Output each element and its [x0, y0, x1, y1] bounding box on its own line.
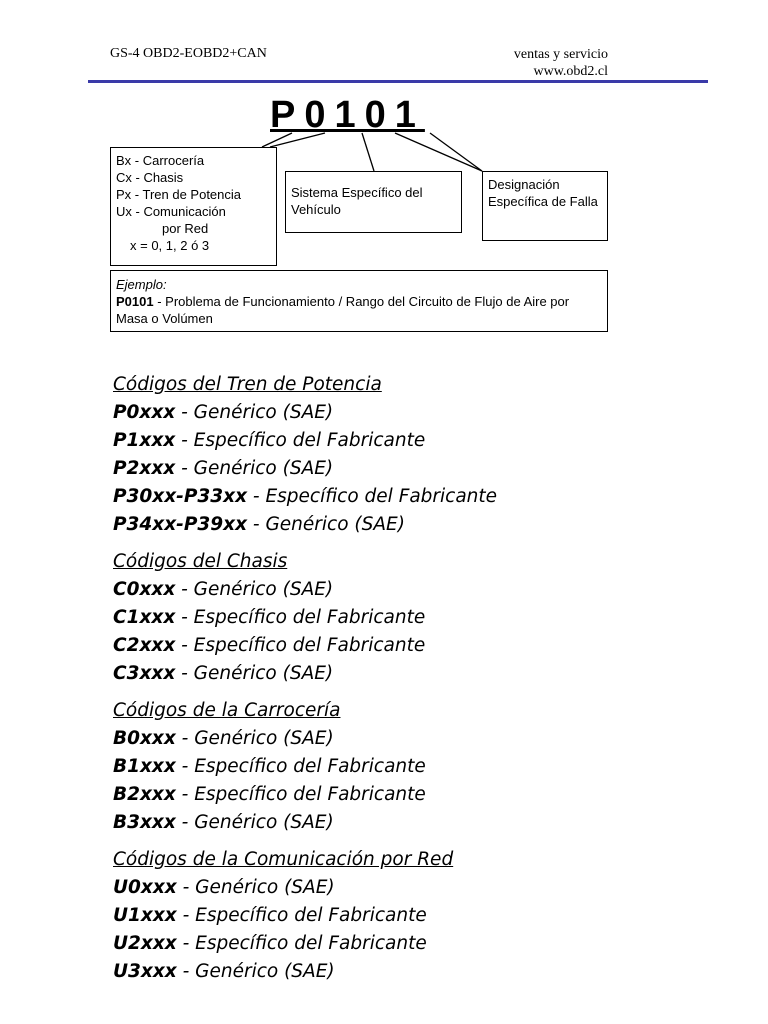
list-item [113, 576, 713, 604]
list-item [113, 958, 713, 986]
item-desc: - Genérico (SAE) [175, 402, 334, 423]
system-box: Sistema Específico del Vehículo [285, 171, 462, 233]
example-code: P0101 [116, 294, 154, 309]
item-desc: - Genérico (SAE) [175, 728, 334, 749]
connector-system [362, 133, 374, 171]
list-item [113, 930, 713, 958]
item-code: C1xxx [113, 607, 176, 628]
item-code: C0xxx [113, 579, 176, 600]
item-desc: - Genérico (SAE) [175, 458, 334, 479]
item-desc: - Específico del Fabricante [175, 635, 426, 656]
list-item [113, 725, 713, 753]
category-line: por Red [162, 221, 209, 236]
item-desc: - Genérico (SAE) [176, 877, 335, 898]
item-code: B0xxx [113, 728, 176, 749]
section-title: Códigos de la Comunicación por Red [113, 849, 454, 870]
list-item [113, 809, 713, 837]
item-desc: - Específico del Fabricante [176, 933, 427, 954]
item-code: P1xxx [113, 430, 176, 451]
example-box [110, 270, 608, 332]
item-desc: - Específico del Fabricante [176, 905, 427, 926]
item-desc: - Genérico (SAE) [176, 961, 335, 982]
list-item [113, 632, 713, 660]
list-item [113, 399, 713, 427]
item-desc: - Específico del Fabricante [247, 486, 498, 507]
list-item [113, 483, 713, 511]
item-desc: - Genérico (SAE) [175, 812, 334, 833]
item-desc: - Específico del Fabricante [175, 756, 426, 777]
item-code: P2xxx [113, 458, 176, 479]
section-body [113, 697, 713, 837]
list-item [113, 781, 713, 809]
section-title: Códigos del Chasis [113, 551, 288, 572]
list-item [113, 902, 713, 930]
header-right-line1: ventas y servicio [513, 47, 608, 62]
item-desc: - Específico del Fabricante [175, 430, 426, 451]
item-desc: - Genérico (SAE) [175, 579, 334, 600]
section-title: Códigos de la Carrocería [113, 700, 341, 721]
item-desc: - Genérico (SAE) [175, 663, 334, 684]
item-code: U2xxx [113, 933, 177, 954]
example-text [116, 293, 602, 327]
list-item [113, 455, 713, 483]
header-right-line2: www.obd2.cl [533, 64, 608, 79]
category-line: Cx - Chasis [116, 170, 184, 185]
list-item [113, 511, 713, 539]
example-description: - Problema de Funcionamiento / Rango del Circuito de Flujo de Aire por Masa o Volúmen [116, 294, 570, 326]
category-line: Px - Tren de Potencia [116, 187, 242, 202]
list-item [113, 874, 713, 902]
item-code: U1xxx [113, 905, 177, 926]
category-line: Ux - Comunicación [116, 204, 226, 219]
item-code: P0xxx [113, 402, 176, 423]
item-code: C3xxx [113, 663, 176, 684]
item-code: B3xxx [113, 812, 176, 833]
item-code: B2xxx [113, 784, 176, 805]
header-left: GS-4 OBD2-EOBD2+CAN [110, 46, 267, 61]
list-item [113, 427, 713, 455]
item-code: B1xxx [113, 756, 176, 777]
item-code: P30xx-P33xx [113, 486, 248, 507]
list-item [113, 604, 713, 632]
section-chassis [113, 548, 713, 688]
item-code: U3xxx [113, 961, 177, 982]
list-item [113, 660, 713, 688]
code-example-title: P0101 [270, 94, 425, 136]
code-sections [113, 371, 713, 995]
designation-box: Designación Específica de Falla [482, 171, 608, 241]
item-desc: - Específico del Fabricante [175, 607, 426, 628]
item-code: C2xxx [113, 635, 176, 656]
category-line: x = 0, 1, 2 ó 3 [130, 238, 210, 253]
section-powertrain [113, 371, 713, 539]
item-desc: - Genérico (SAE) [247, 514, 405, 535]
item-code: P34xx-P39xx [113, 514, 248, 535]
section-title: Códigos del Tren de Potencia [113, 374, 382, 395]
item-code: U0xxx [113, 877, 177, 898]
example-title: Ejemplo: [116, 277, 167, 292]
section-network [113, 846, 713, 986]
category-box [110, 147, 277, 266]
category-line: Bx - Carrocería [116, 153, 205, 168]
item-desc: - Específico del Fabricante [175, 784, 426, 805]
list-item [113, 753, 713, 781]
